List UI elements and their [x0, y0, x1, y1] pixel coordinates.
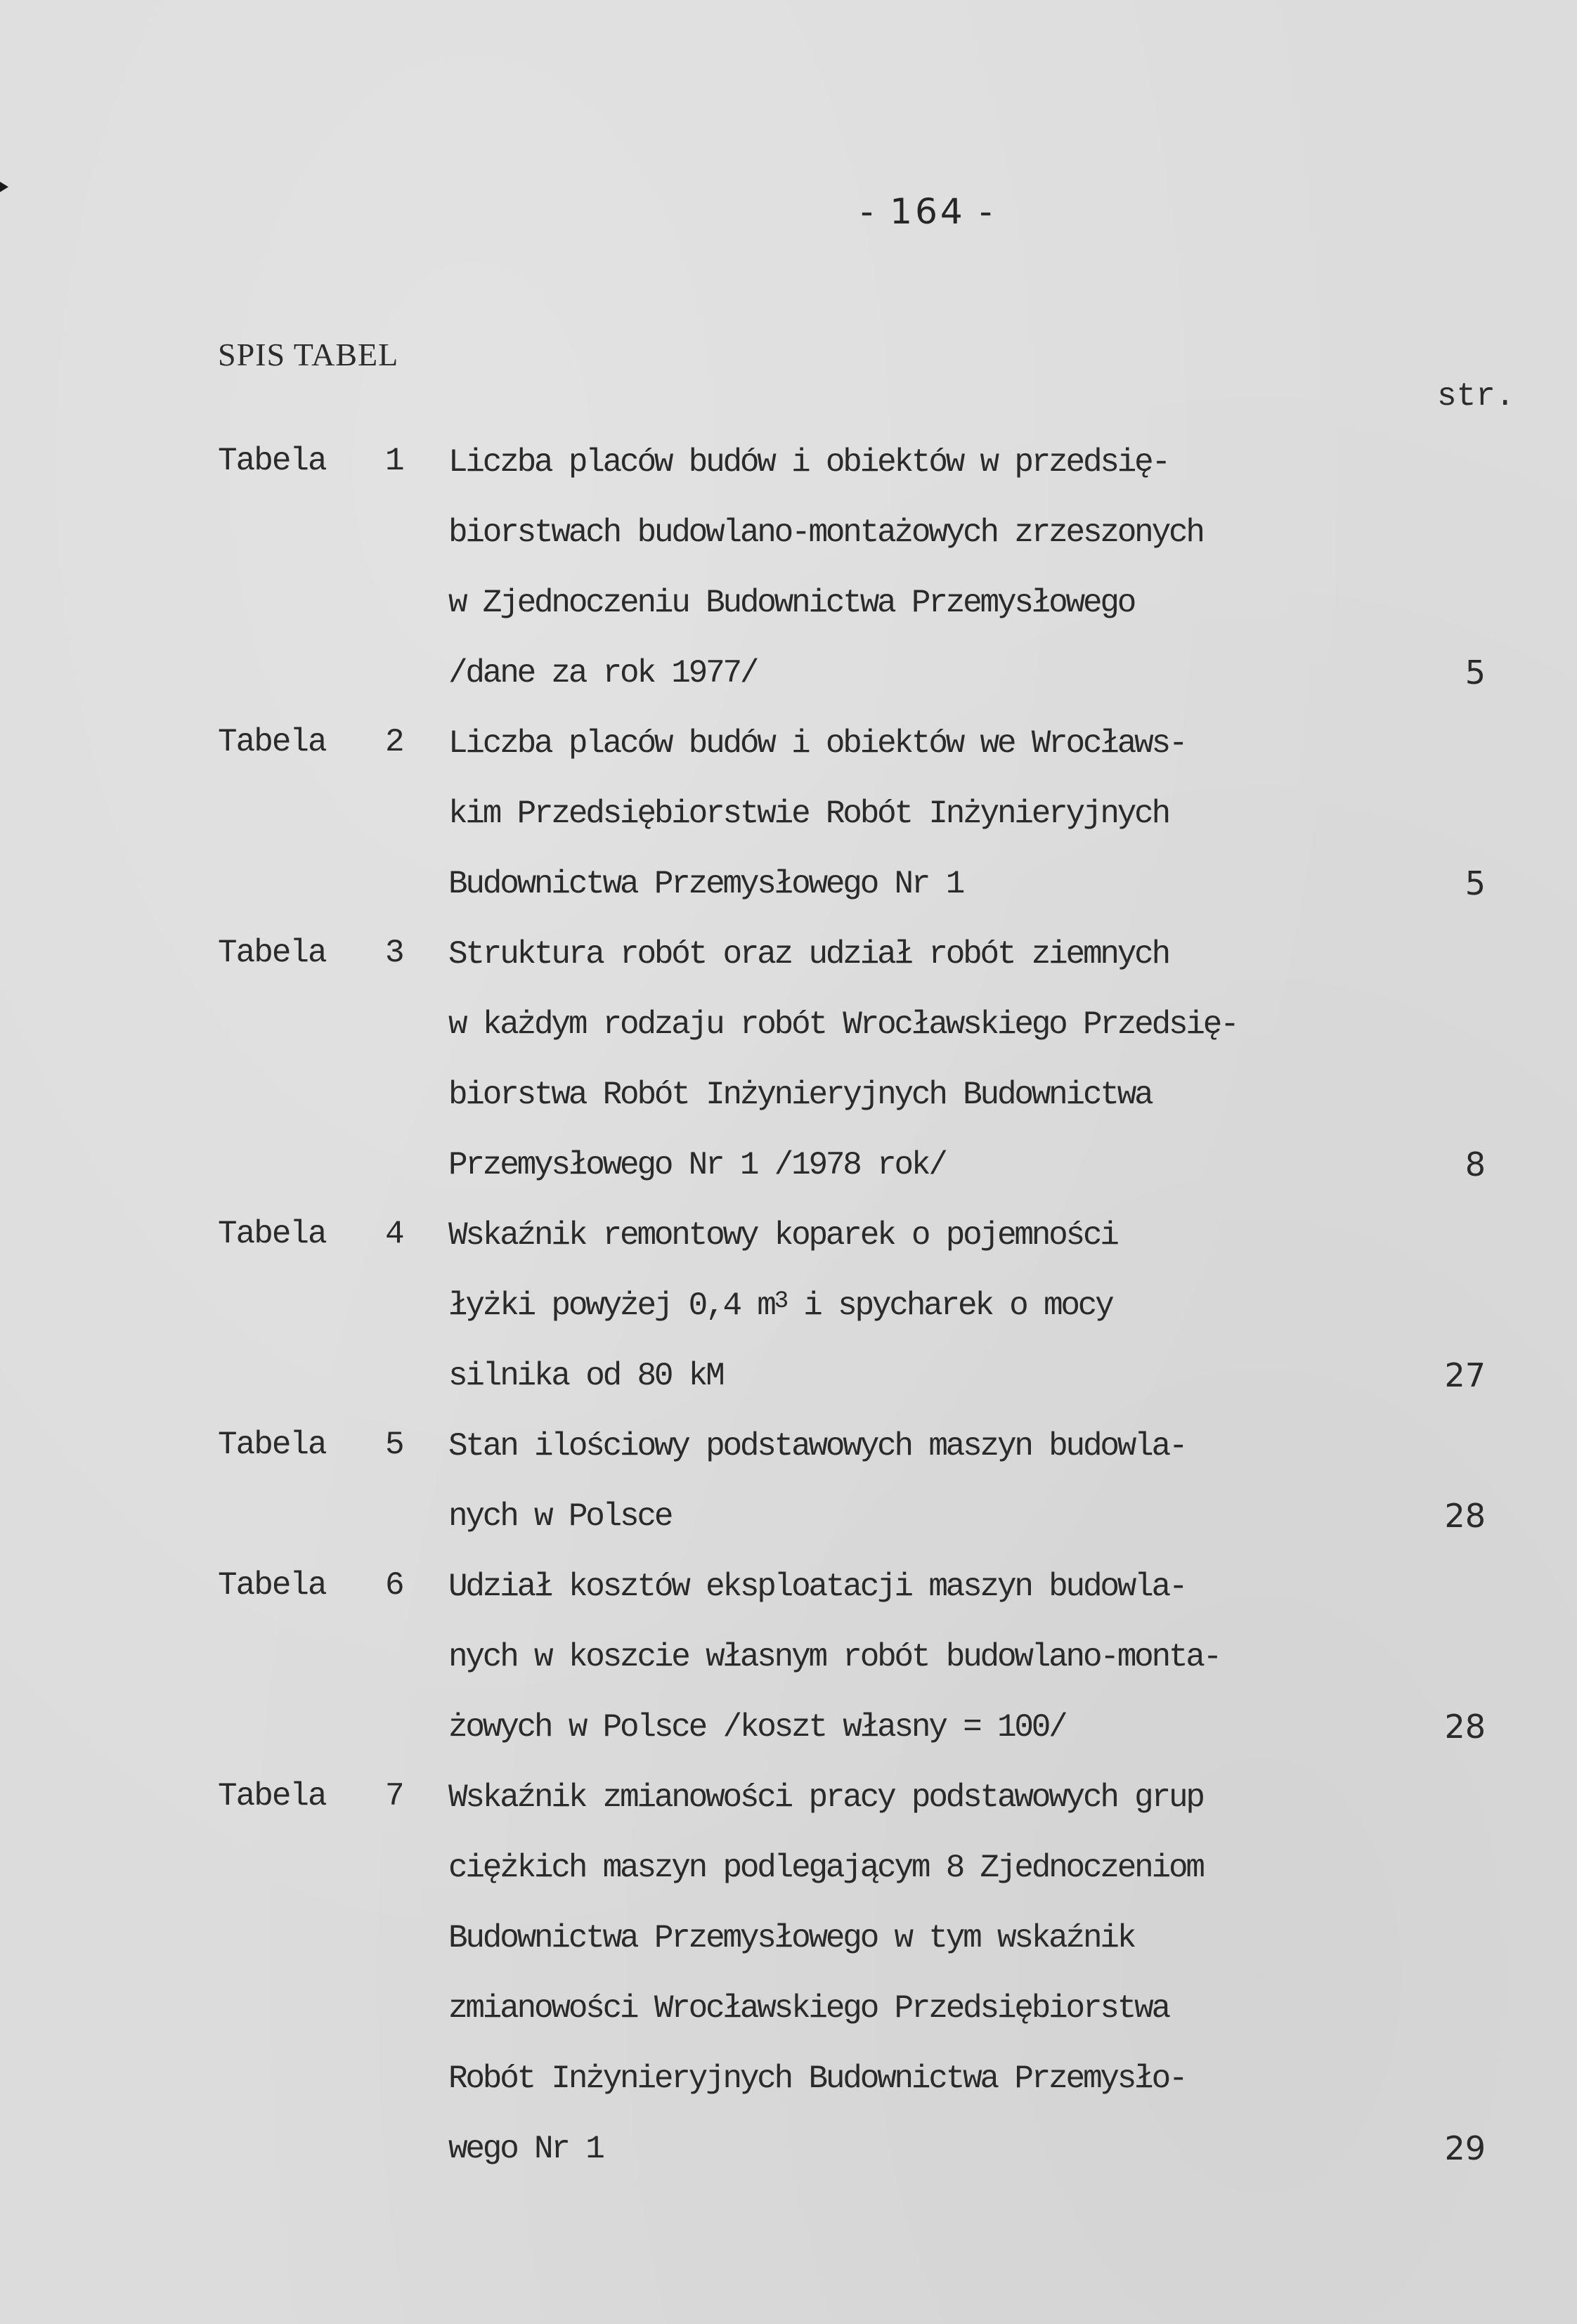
entry-label: Tabela: [218, 1778, 326, 1815]
entry-line: Udział kosztów eksploatacji maszyn budowla-: [448, 1569, 1186, 1605]
entry-line: kim Przedsiębiorstwie Robót Inżynieryjnych: [448, 796, 1169, 832]
entry-line: Wskaźnik remontowy koparek o pojemności: [448, 1217, 1117, 1254]
entry-line: silnika od 80 kM: [448, 1358, 723, 1394]
entry-description: [448, 1567, 1418, 1778]
entry-line: Robót Inżynieryjnych Budownictwa Przemysło-: [448, 2060, 1186, 2097]
entry-page-number: 29: [1444, 2129, 1486, 2167]
entry-line: nych w koszcie własnym robót budowlano-monta-: [448, 1639, 1221, 1675]
entry-line: Struktura robót oraz udział robót ziemnych: [448, 936, 1169, 973]
entry-line: /dane za rok 1977/: [448, 655, 758, 692]
entry-label: Tabela: [218, 724, 326, 760]
entry-line: w Zjednoczeniu Budownictwa Przemysłowego: [448, 585, 1135, 621]
entry-line-text: i spycharek o mocy: [786, 1287, 1112, 1324]
page-number: - 164 -: [860, 191, 995, 232]
entry-line: Przemysłowego Nr 1 /1978 rok/: [448, 1147, 946, 1183]
entry-number: 4: [385, 1216, 405, 1252]
entry-line: Liczba placów budów i obiektów we Wrocławs-: [448, 725, 1186, 762]
entry-label: Tabela: [218, 1427, 326, 1463]
page-column-label: str.: [1437, 378, 1515, 415]
entry-label: Tabela: [218, 1216, 326, 1252]
entry-line: wego Nr 1: [448, 2131, 603, 2167]
entry-line: Wskaźnik zmianowości pracy podstawowych grup: [448, 1779, 1203, 1816]
entry-line: [448, 1286, 1418, 1356]
entry-number: 2: [385, 724, 405, 760]
entry-line: żowych w Polsce /koszt własny = 100/: [448, 1709, 1066, 1746]
entry-line: Stan ilościowy podstawowych maszyn budowla-: [448, 1428, 1186, 1465]
entry-label: Tabela: [218, 443, 326, 479]
entry-line: w każdym rodzaju robót Wrocławskiego Przedsię-: [448, 1006, 1238, 1043]
entry-page-number: 8: [1465, 1145, 1486, 1183]
entry-number: 5: [385, 1427, 405, 1463]
entry-page-number: 5: [1465, 654, 1486, 692]
entry-line: biorstwach budowlano-montażowych zrzeszonych: [448, 514, 1203, 551]
entry-line: biorstwa Robót Inżynieryjnych Budownictwa: [448, 1077, 1152, 1113]
entry-description: [448, 443, 1418, 724]
entry-line: zmianowości Wrocławskiego Przedsiębiorstwa: [448, 1990, 1169, 2027]
entry-number: 6: [385, 1567, 405, 1604]
entry-line: nych w Polsce: [448, 1498, 672, 1535]
entry-description: [448, 935, 1418, 1216]
entry-number: 1: [385, 443, 405, 479]
entry-number: 3: [385, 935, 405, 971]
binding-hole-mark: [0, 179, 8, 195]
entry-page-number: 28: [1444, 1708, 1486, 1746]
entry-description: [448, 1427, 1418, 1567]
entry-number: 7: [385, 1778, 405, 1815]
entry-description: [448, 1216, 1418, 1427]
entry-line: Liczba placów budów i obiektów w przedsię-: [448, 444, 1169, 481]
superscript-exponent: 3: [774, 1288, 786, 1315]
entry-description: [448, 724, 1418, 935]
entry-line: ciężkich maszyn podlegającym 8 Zjednoczeniom: [448, 1850, 1203, 1886]
entry-line-text: łyżki powyżej 0,4 m: [448, 1287, 774, 1324]
entry-line: Budownictwa Przemysłowego w tym wskaźnik: [448, 1920, 1135, 1956]
entry-label: Tabela: [218, 935, 326, 971]
entry-page-number: 5: [1465, 864, 1486, 902]
entry-page-number: 27: [1444, 1356, 1486, 1394]
entry-line: Budownictwa Przemysłowego Nr 1: [448, 866, 963, 902]
entry-description: [448, 1778, 1418, 2200]
entry-label: Tabela: [218, 1567, 326, 1604]
section-heading: SPIS TABEL: [218, 337, 399, 372]
entry-page-number: 28: [1444, 1497, 1486, 1535]
